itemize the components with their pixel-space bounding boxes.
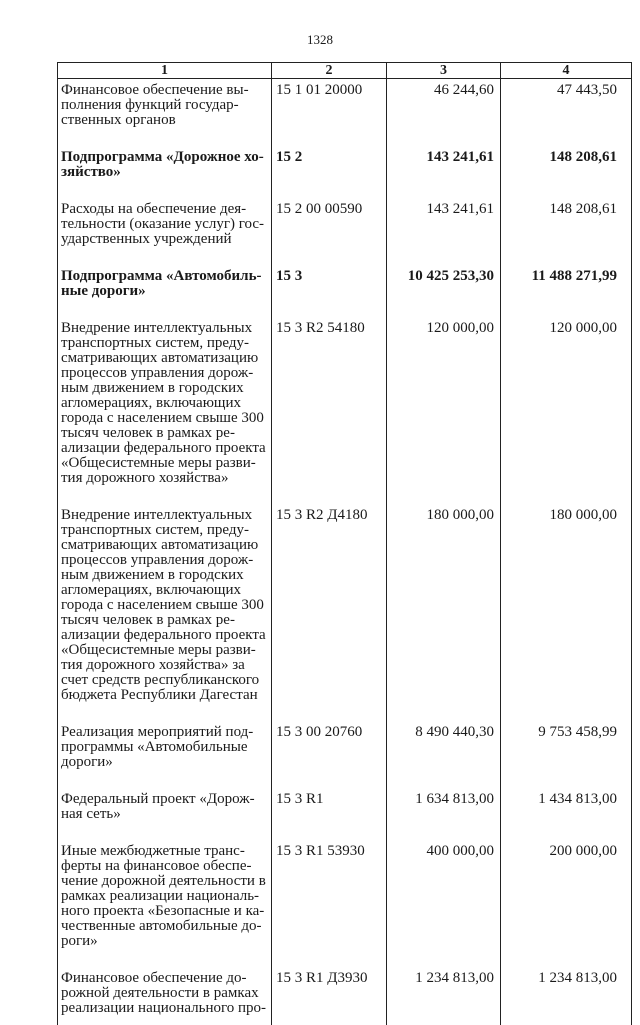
table-row [58,844,632,971]
table-row [58,202,632,269]
row-value-3: 1 234 813,00 [387,971,501,1025]
row-value-4: 1 234 813,00 [501,971,632,1025]
column-header-2: 2 [272,63,387,79]
row-name: Внедрение интеллектуальных транспортных систем, преду-сматривающих автоматизацию процессов управления дорож-ным движением в городских агломерациях, включающих города с населением свыше 300 тысяч человек в рамках ре-ализации федерального проекта «Общесистемные меры разви-тия дорожного хозяйства» за счет средств республиканского бюджета Республики Дагестан [58,508,272,725]
table-row [58,725,632,792]
row-value-4: 9 753 458,99 [501,725,632,792]
row-value-4: 180 000,00 [501,508,632,725]
column-header-1: 1 [58,63,272,79]
table-row [58,971,632,1025]
row-name: Подпрограмма «Автомобиль-ные дороги» [58,269,272,321]
row-code: 15 3 R1 [272,792,387,844]
row-name: Реализация мероприятий под-программы «Автомобильные дороги» [58,725,272,792]
column-header-4: 4 [501,63,632,79]
row-code: 15 3 R2 Д4180 [272,508,387,725]
row-value-4: 11 488 271,99 [501,269,632,321]
table-row [58,792,632,844]
table-header-row [58,63,632,79]
row-name: Расходы на обеспечение дея-тельности (оказание услуг) гос-ударственных учреждений [58,202,272,269]
row-value-4: 148 208,61 [501,150,632,202]
row-value-3: 10 425 253,30 [387,269,501,321]
budget-table [57,62,632,1025]
column-header-3: 3 [387,63,501,79]
row-code: 15 3 R2 54180 [272,321,387,508]
row-value-4: 148 208,61 [501,202,632,269]
row-value-3: 180 000,00 [387,508,501,725]
row-code: 15 3 00 20760 [272,725,387,792]
row-code: 15 2 00 00590 [272,202,387,269]
row-code: 15 3 R1 Д3930 [272,971,387,1025]
row-value-3: 120 000,00 [387,321,501,508]
row-value-3: 143 241,61 [387,150,501,202]
row-value-3: 1 634 813,00 [387,792,501,844]
table-row [58,79,632,151]
row-value-3: 143 241,61 [387,202,501,269]
row-name: Подпрограмма «Дорожное хо-зяйство» [58,150,272,202]
row-name: Федеральный проект «Дорож-ная сеть» [58,792,272,844]
table-row [58,269,632,321]
page-number: 1328 [307,32,333,47]
row-value-4: 120 000,00 [501,321,632,508]
table-row [58,508,632,725]
table-row [58,321,632,508]
row-name: Финансовое обеспечение вы-полнения функций государ-ственных органов [58,79,272,151]
row-value-4: 200 000,00 [501,844,632,971]
row-name: Иные межбюджетные транс-ферты на финансовое обеспе-чение дорожной деятельности в рамках реализации националь-ного проекта «Безопасные и ка-чественные автомобильные до-роги» [58,844,272,971]
row-value-3: 400 000,00 [387,844,501,971]
row-value-3: 8 490 440,30 [387,725,501,792]
row-code: 15 3 R1 53930 [272,844,387,971]
row-code: 15 1 01 20000 [272,79,387,151]
row-code: 15 3 [272,269,387,321]
row-value-4: 1 434 813,00 [501,792,632,844]
row-value-4: 47 443,50 [501,79,632,151]
row-name: Финансовое обеспечение до-рожной деятельности в рамках реализации национального про- [58,971,272,1025]
table-row [58,150,632,202]
row-value-3: 46 244,60 [387,79,501,151]
row-code: 15 2 [272,150,387,202]
row-name: Внедрение интеллектуальных транспортных систем, преду-сматривающих автоматизацию процессов управления дорож-ным движением в городских агломерациях, включающих города с населением свыше 300 тысяч человек в рамках ре-ализации федерального проекта «Общесистемные меры разви-тия дорожного хозяйства» [58,321,272,508]
